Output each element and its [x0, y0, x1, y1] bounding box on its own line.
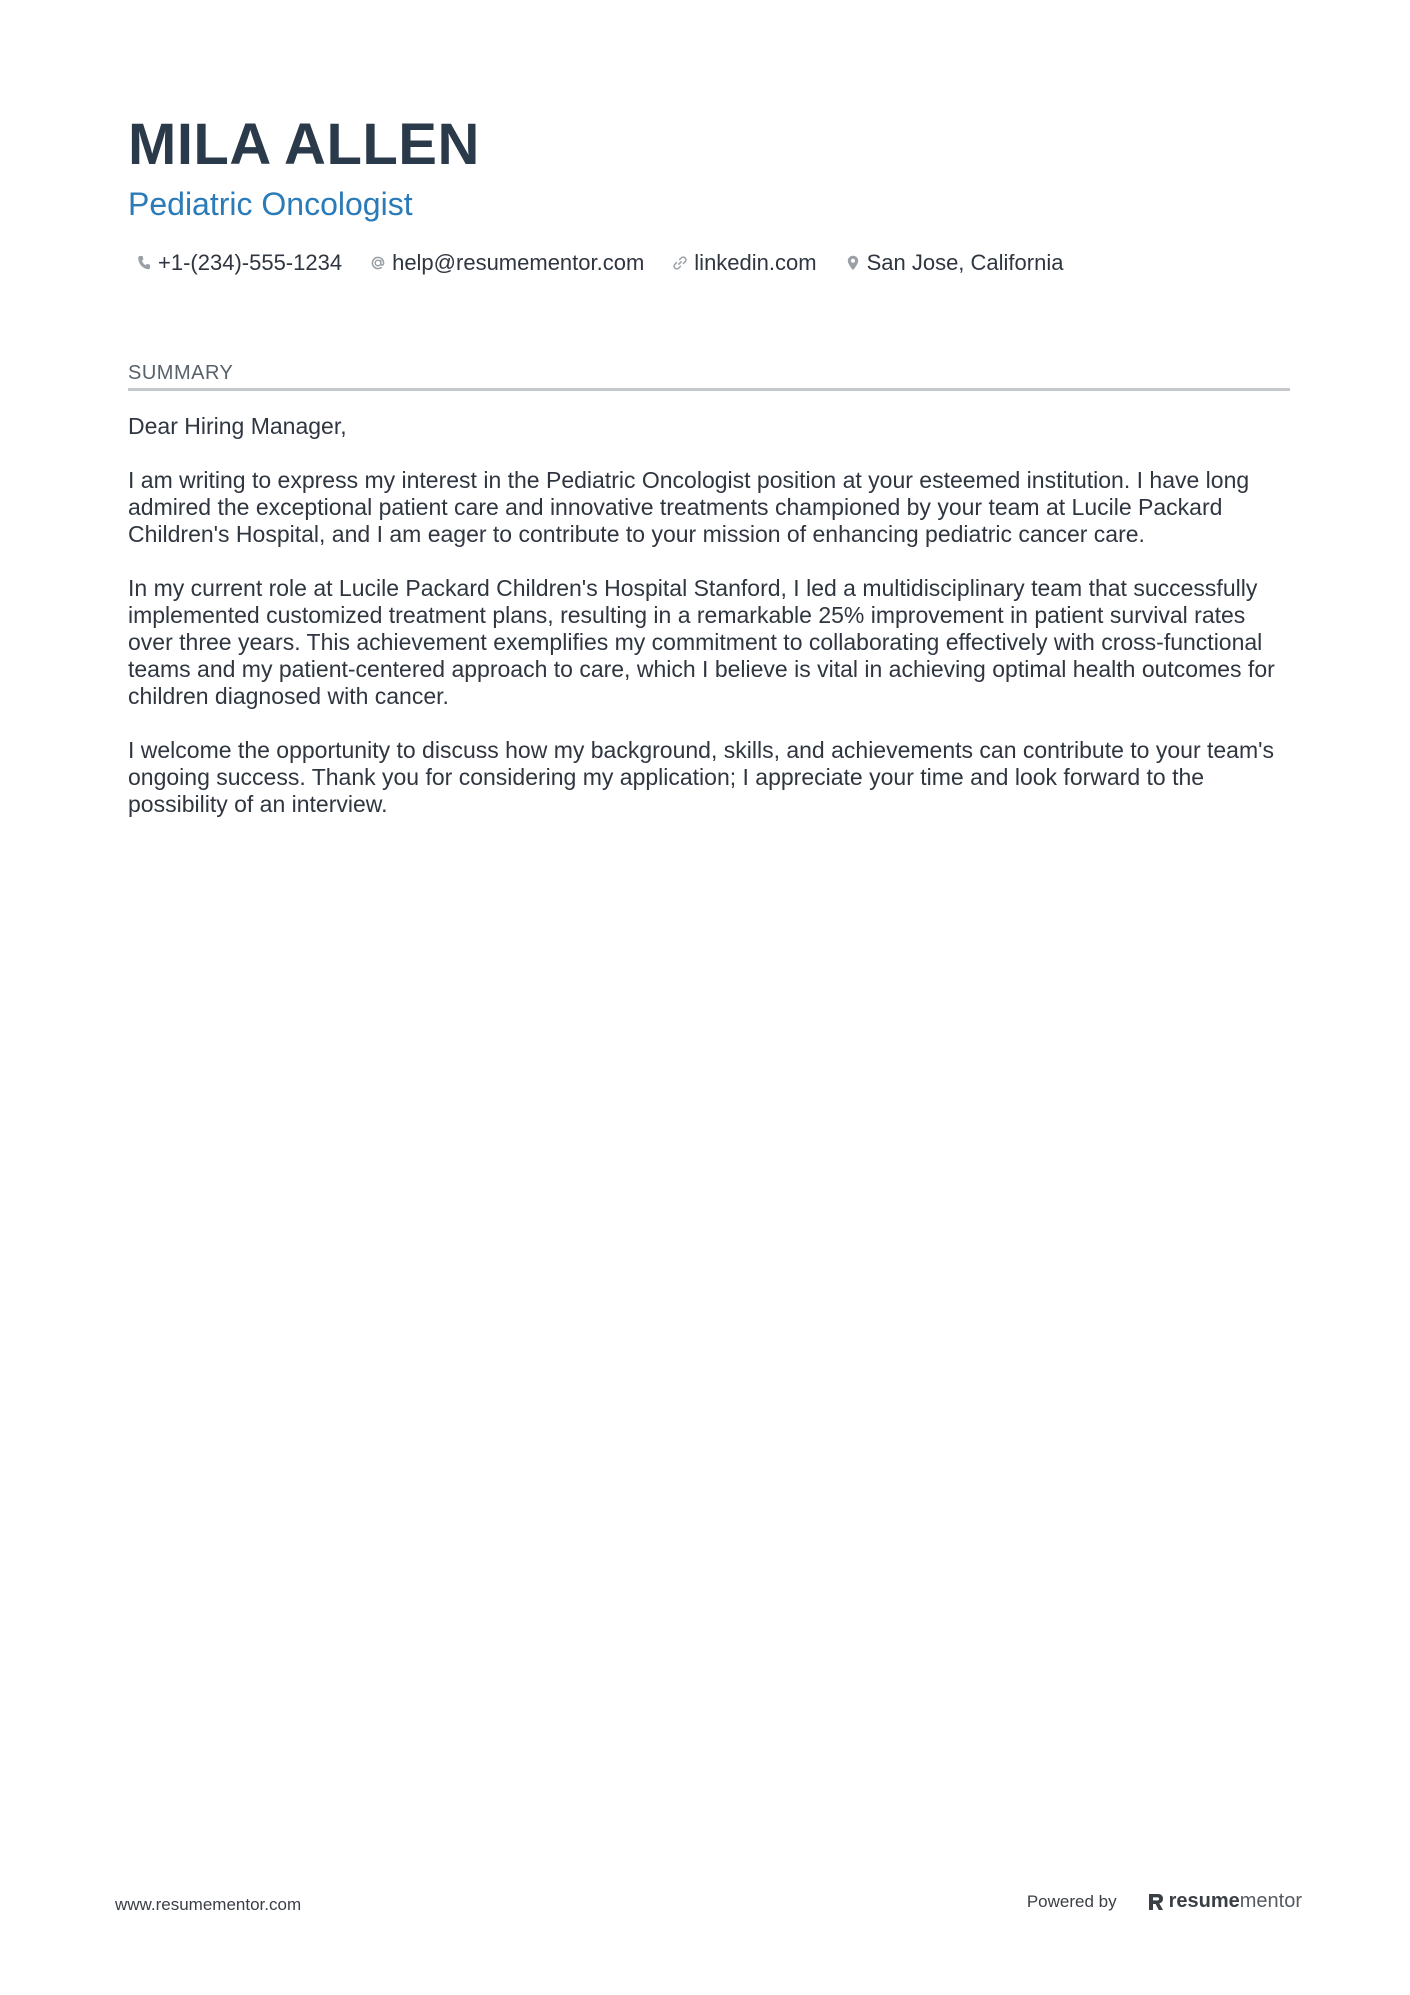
location-text: San Jose, California [866, 250, 1064, 275]
cover-letter-body [128, 413, 1290, 818]
salutation: Dear Hiring Manager, [128, 413, 347, 439]
link-icon [672, 253, 688, 273]
contact-email [370, 248, 644, 278]
paragraph-achievement: In my current role at Lucile Packard Children's Hospital Stanford, I led a multidisciplinary team that successfully implemented customized treatment plans, resulting in a remarkable 25% improvement in patient survival rates over three years. This achievement exemplifies my commitment to collaborating effectively with cross-functional teams and my patient-centered approach to care, which I believe is vital in achieving optimal health outcomes for children diagnosed with cancer. [128, 575, 1275, 709]
resume-header [128, 108, 1290, 278]
at-icon [370, 253, 386, 273]
candidate-name: MILA ALLEN [128, 112, 480, 177]
section-heading: SUMMARY [128, 360, 1290, 391]
job-title: Pediatric Oncologist [128, 186, 413, 222]
paragraph-closing: I welcome the opportunity to discuss how my background, skills, and achievements can contribute to your team's ongoing success. Thank you for considering my application; I appreciate your time and look forward to the possibility of an interview. [128, 737, 1275, 817]
brand-text-bold: resume [1168, 1890, 1240, 1912]
contact-location [845, 248, 1064, 278]
phone-text[interactable]: +1-(234)-555-1234 [158, 250, 343, 275]
contact-bar [128, 248, 1290, 278]
footer-branding [1027, 1890, 1302, 1913]
resumementor-logo-icon [1147, 1892, 1165, 1912]
email-text[interactable]: help@resumementor.com [392, 250, 645, 275]
location-icon [845, 253, 861, 273]
brand-logo[interactable] [1147, 1890, 1302, 1913]
brand-text-regular: mentor [1239, 1890, 1302, 1912]
powered-by-label: Powered by [1026, 1891, 1117, 1911]
footer-website[interactable]: www.resumementor.com [115, 1895, 302, 1914]
paragraph-intro: I am writing to express my interest in the Pediatric Oncologist position at your esteemed institution. I have long admired the exceptional patient care and innovative treatments championed by your team at Lucile Packard Children's Hospital, and I am eager to contribute to your mission of enhancing pediatric cancer care. [128, 467, 1250, 547]
linkedin-text[interactable]: linkedin.com [694, 250, 817, 275]
phone-icon [136, 253, 152, 273]
summary-section [128, 360, 1290, 845]
contact-phone [136, 248, 342, 278]
contact-linkedin [672, 248, 816, 278]
